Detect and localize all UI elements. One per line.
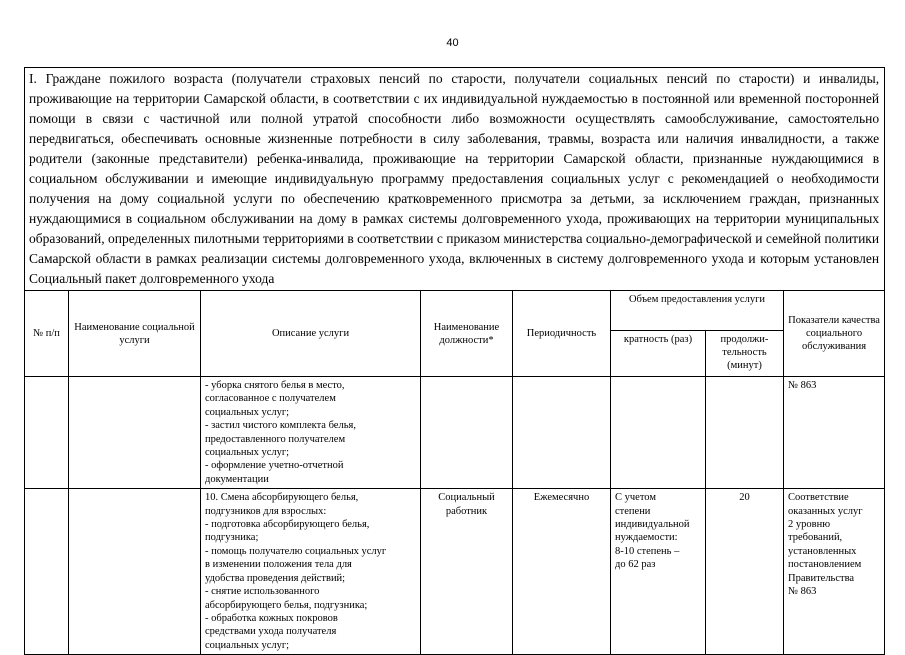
frequency-line: индивидуальной bbox=[615, 519, 690, 531]
header-description: Описание услуги bbox=[201, 291, 421, 377]
desc-line: предоставленного получателем bbox=[205, 433, 346, 445]
desc-line: 10. Смена абсорбирующего белья, bbox=[205, 492, 359, 504]
desc-line: - обработка кожных покровов bbox=[205, 612, 338, 624]
row-position bbox=[421, 377, 513, 489]
row-periodicity bbox=[513, 377, 611, 489]
row-description bbox=[201, 489, 421, 655]
header-row-1 bbox=[25, 291, 885, 331]
desc-line: абсорбирующего белья, подгузника; bbox=[205, 599, 368, 611]
desc-line: социальных услуг; bbox=[205, 639, 290, 651]
row-num bbox=[25, 489, 69, 655]
frequency-line: степени bbox=[615, 505, 651, 517]
frequency-line: 8-10 степень – bbox=[615, 545, 680, 557]
desc-line: социальных услуг; bbox=[205, 447, 290, 459]
row-periodicity: Ежемесячно bbox=[513, 489, 611, 655]
row-service-name bbox=[69, 377, 201, 489]
header-periodicity: Периодичность bbox=[513, 291, 611, 377]
intro-text: I. Граждане пожилого возраста (получатели страховых пенсий по старости, получатели социальных пенсий по старости) и инвалиды, проживающие на территории Самарской области, в соответствии с их индивидуальной нуждаемостью в постоянной или временной посторонней помощи в связи с частичной или полной утратой способности либо возможности осуществлять самообслуживание, самостоятельно передвигаться, обеспечивать основные жизненные потребности в силу заболевания, травмы, возраста или наличия инвалидности, а также родители (законные представители) ребенка-инвалида, проживающие на территории Самарской области, признанные нуждающимися в социальном обслуживании и имеющие индивидуальную программу предоставления социальных услуг с рекомендацией о необходимости получения на дому социальной услуги по обеспечению кратковременного присмотра за детьми, за исключением граждан, признанных нуждающимися в социальном обслуживании на дому в рамках системы долговременного ухода, проживающих на территории муниципальных образований, определенных пилотными территориями в соответствии с приказом министерства социально-демографической и семейной политики Самарской области в рамках реализации системы долговременного ухода, включенных в систему долговременного ухода и которым установлен Социальный пакет долговременного ухода bbox=[29, 71, 880, 286]
quality-line: оказанных услуг bbox=[788, 505, 863, 517]
header-duration: продолжи-тельность (минут) bbox=[706, 331, 784, 377]
table-row bbox=[25, 489, 885, 655]
quality-line: требований, bbox=[788, 532, 843, 544]
desc-line: удобства проведения действий; bbox=[205, 572, 346, 584]
quality-line: установленных bbox=[788, 545, 857, 557]
quality-line: 2 уровню bbox=[788, 519, 831, 531]
desc-line: - помощь получателю социальных услуг bbox=[205, 545, 387, 557]
row-frequency bbox=[611, 377, 706, 489]
desc-line: - подготовка абсорбирующего белья, bbox=[205, 519, 370, 531]
desc-line: - снятие использованного bbox=[205, 586, 320, 598]
frequency-line: до 62 раз bbox=[615, 559, 656, 571]
intro-cell bbox=[25, 68, 885, 291]
intro-row bbox=[25, 68, 885, 291]
row-frequency bbox=[611, 489, 706, 655]
row-quality bbox=[784, 489, 885, 655]
row-duration: 20 bbox=[706, 489, 784, 655]
header-quality: Показатели качества социального обслуживания bbox=[784, 291, 885, 377]
row-num bbox=[25, 377, 69, 489]
header-num: № п/п bbox=[25, 291, 69, 377]
position-line: работник bbox=[445, 505, 488, 517]
table-row bbox=[25, 377, 885, 489]
row-duration bbox=[706, 377, 784, 489]
position-line: Социальный bbox=[438, 492, 495, 504]
frequency-line: С учетом bbox=[615, 492, 656, 504]
quality-line: № 863 bbox=[788, 586, 817, 598]
desc-line: социальных услуг; bbox=[205, 406, 290, 418]
quality-line: Соответствие bbox=[788, 492, 849, 504]
desc-line: документации bbox=[205, 473, 269, 485]
row-position bbox=[421, 489, 513, 655]
desc-line: - уборка снятого белья в место, bbox=[205, 380, 345, 391]
desc-line: подгузников для взрослых: bbox=[205, 505, 327, 517]
services-table bbox=[24, 67, 885, 655]
desc-line: - оформление учетно-отчетной bbox=[205, 460, 344, 472]
quality-line: № 863 bbox=[788, 380, 817, 391]
desc-line: средствами ухода получателя bbox=[205, 626, 337, 638]
header-frequency: кратность (раз) bbox=[611, 331, 706, 377]
services-table-container bbox=[24, 67, 884, 651]
frequency-line: нуждаемости: bbox=[615, 532, 678, 544]
header-volume: Объем предоставления услуги bbox=[611, 291, 784, 331]
row-service-name bbox=[69, 489, 201, 655]
desc-line: в изменении положения тела для bbox=[205, 559, 352, 571]
row-description bbox=[201, 377, 421, 489]
quality-line: Правительства bbox=[788, 572, 855, 584]
quality-line: постановлением bbox=[788, 559, 862, 571]
desc-line: согласованное с получателем bbox=[205, 393, 336, 405]
desc-line: подгузника; bbox=[205, 532, 259, 544]
page-number: 40 bbox=[446, 37, 459, 49]
header-position: Наименование должности* bbox=[421, 291, 513, 377]
row-quality bbox=[784, 377, 885, 489]
desc-line: - застил чистого комплекта белья, bbox=[205, 420, 356, 432]
header-service-name: Наименование социальной услуги bbox=[69, 291, 201, 377]
